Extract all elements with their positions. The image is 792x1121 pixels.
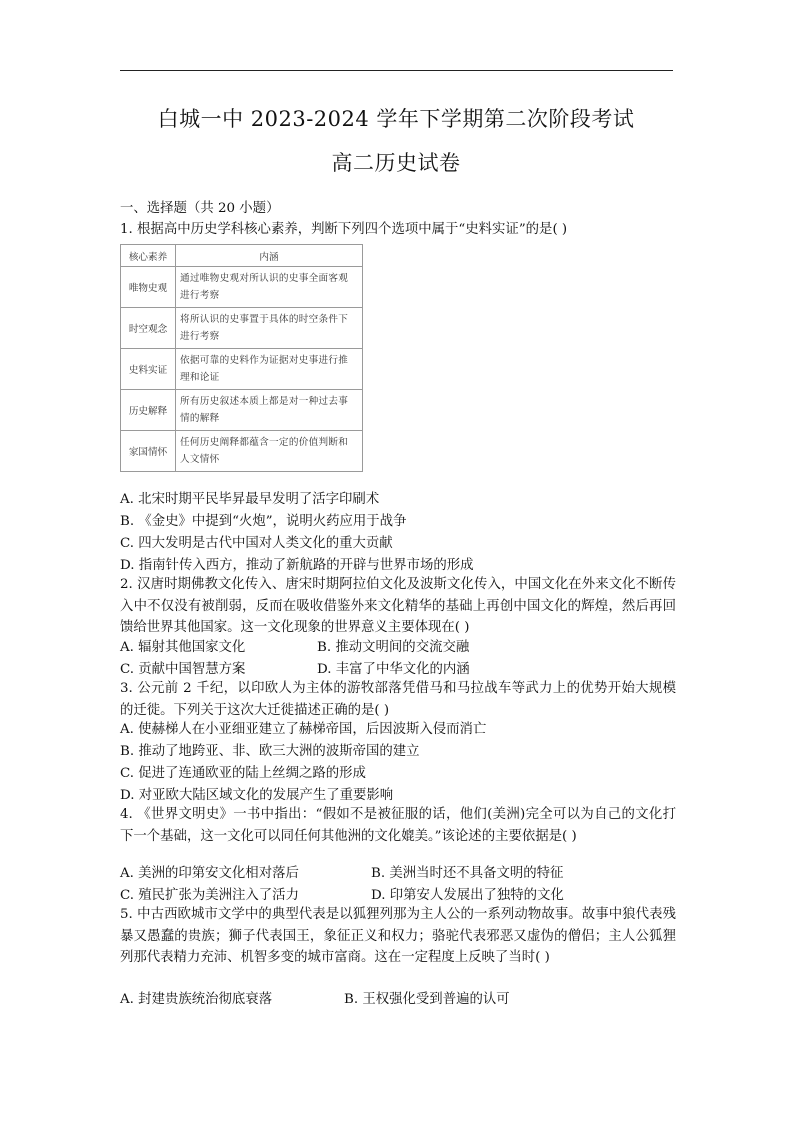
exam-subtitle: 高二历史试卷	[331, 151, 461, 175]
q1-option-c: C. 四大发明是古代中国对人类文化的重大贡献	[120, 536, 393, 551]
table-cell-value: 将所认识的史事置于具体的时空条件下进行考察	[176, 308, 363, 349]
table-cell-key: 历史解释	[121, 390, 176, 431]
table-cell-value: 通过唯物史观对所认识的史事全面客观进行考察	[176, 267, 363, 308]
table-cell-value: 所有历史叙述本质上都是对一种过去事情的解释	[176, 390, 363, 431]
q2-option-c: C. 贡献中国智慧方案	[120, 662, 246, 677]
q4-option-b: B. 美洲当时还不具备文明的特征	[371, 866, 564, 881]
core-literacy-table	[120, 244, 363, 472]
table-row	[121, 431, 363, 472]
exam-title: 白城一中 2023-2024 学年下学期第二次阶段考试	[157, 107, 635, 131]
q5-option-a: A. 封建贵族统治彻底衰落	[120, 992, 273, 1007]
q1-option-a: A. 北宋时期平民毕昇最早发明了活字印刷术	[120, 492, 380, 507]
section-heading: 一、选择题（共 20 小题）	[120, 201, 280, 216]
table-row	[121, 390, 363, 431]
table-cell-key: 家国情怀	[121, 431, 176, 472]
q2-option-b: B. 推动文明间的交流交融	[317, 640, 470, 655]
table-row	[121, 267, 363, 308]
q4-option-a: A. 美洲的印第安文化相对落后	[120, 866, 299, 881]
table-header-cell: 核心素养	[121, 245, 176, 267]
table-cell-key: 时空观念	[121, 308, 176, 349]
q3-option-c: C. 促进了连通欧亚的陆上丝绸之路的形成	[120, 766, 366, 781]
q1-stem: 1. 根据高中历史学科核心素养，判断下列四个选项中属于“史料实证”的是( )	[120, 222, 568, 237]
table-header-row	[121, 245, 363, 267]
q1-option-d: D. 指南针传入西方，推动了新航路的开辟与世界市场的形成	[120, 558, 474, 573]
table-header-cell: 内涵	[176, 245, 363, 267]
q4-stem: 4. 《世界文明史》一书中指出：“假如不是被征服的话，他们(美洲)完全可以为自己的文化打下一个基础，这一文化可以同任何其他洲的文化媲美。”该论述的主要依据是( )	[120, 807, 676, 844]
q3-stem: 3. 公元前 2 千纪，以印欧人为主体的游牧部落凭借马和马拉战车等武力上的优势开始大规模的迁徙。下列关于这次大迁徙描述正确的是( )	[120, 681, 676, 718]
q2-option-a: A. 辐射其他国家文化	[120, 640, 246, 655]
q1-option-b: B. 《金史》中提到“火炮”，说明火药应用于战争	[120, 514, 407, 529]
q2-stem: 2. 汉唐时期佛教文化传入、唐宋时期阿拉伯文化及波斯文化传入，中国文化在外来文化不断传入中不仅没有被削弱，反而在吸收借鉴外来文化精华的基础上再创中国文化的辉煌，然后再回馈给世界其他国家。这一文化现象的世界意义主要体现在( )	[120, 577, 676, 636]
table-cell-value: 依据可靠的史料作为证据对史事进行推理和论证	[176, 349, 363, 390]
q4-option-c: C. 殖民扩张为美洲注入了活力	[120, 888, 299, 903]
table-row	[121, 349, 363, 390]
header-rule	[120, 70, 673, 71]
q2-option-d: D. 丰富了中华文化的内涵	[317, 662, 470, 677]
q5-stem: 5. 中古西欧城市文学中的典型代表是以狐狸列那为主人公的一系列动物故事。故事中狼代表残暴又愚蠢的贵族；狮子代表国王，象征正义和权力；骆驼代表邪恶又虚伪的僧侣；主人公狐狸列那代表精力充沛、机智多变的城市富商。这在一定程度上反映了当时( )	[120, 907, 676, 966]
q4-option-d: D. 印第安人发展出了独特的文化	[371, 888, 564, 903]
q3-option-d: D. 对亚欧大陆区域文化的发展产生了重要影响	[120, 788, 394, 803]
q3-option-b: B. 推动了地跨亚、非、欧三大洲的波斯帝国的建立	[120, 744, 420, 759]
table-cell-key: 唯物史观	[121, 267, 176, 308]
q5-option-b: B. 王权强化受到普遍的认可	[344, 992, 510, 1007]
table-row	[121, 308, 363, 349]
table-cell-key: 史料实证	[121, 349, 176, 390]
table-cell-value: 任何历史阐释都蕴含一定的价值判断和人文情怀	[176, 431, 363, 472]
q3-option-a: A. 使赫梯人在小亚细亚建立了赫梯帝国，后因波斯入侵而消亡	[120, 722, 487, 737]
